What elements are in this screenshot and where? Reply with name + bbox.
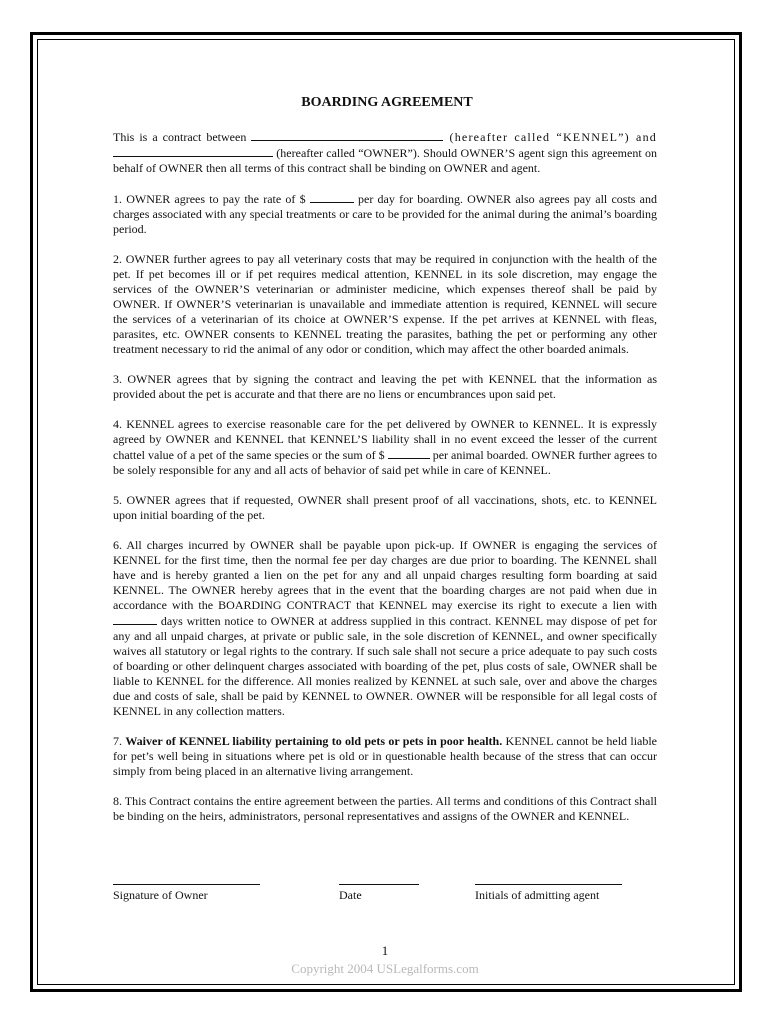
document-body [113,94,657,839]
paragraph-4-text-a: 4. KENNEL agrees to exercise reasonable care for the pet delivered by OWNER to KENNEL. It is expressly agreed by OWNER and KENNEL that KENNEL’S liability shall in no event exceed the lesser of the current chattel value of a pet of the same species or the sum of $ [113,417,657,462]
owner-signature-block[interactable] [113,884,260,902]
intro-text-2: (hereafter called “KENNEL”) and [443,130,657,144]
paragraph-6-text-a: 6. All charges incurred by OWNER shall be payable upon pick-up. If OWNER is engaging the services of KENNEL for the first time, then the normal fee per day charges are due prior to boarding. The KENNEL shall have and is hereby granted a lien on the pet for any and all unpaid charges resulting form boarding at said KENNEL. The OWNER hereby agrees that in the event that the boarding charges are not paid when due in accordance with the BOARDING CONTRACT that KENNEL may exercise its right to execute a lien with [113,538,657,612]
paragraph-7 [113,734,657,779]
kennel-name-blank[interactable] [251,129,443,141]
date-line[interactable] [339,884,419,885]
document-title: BOARDING AGREEMENT [301,95,473,110]
paragraph-6 [113,538,657,719]
notice-days-blank[interactable] [113,613,157,625]
agent-initials-block[interactable] [475,884,622,902]
intro-text-3: (hereafter called “OWNER”). Should OWNER’S agent sign this agreement on behalf of OWNER then all terms of this contract shall be binding on OWNER and agent. [113,146,657,175]
intro-paragraph [113,129,657,176]
owner-name-blank[interactable] [113,145,273,157]
paragraph-7-heading: Waiver of KENNEL liability pertaining to old pets or pets in poor health. [125,734,503,748]
copyright-notice: Copyright 2004 USLegalforms.com [291,961,479,976]
date-label: Date [339,888,362,902]
daily-rate-blank[interactable] [310,191,354,203]
agent-initials-line[interactable] [475,884,622,885]
paragraph-1-text-b: per day for boarding. OWNER also agrees pay all costs and charges associated with any special treatments or care to be provided for the animal during the animal’s boarding period. [113,192,657,236]
intro-text-1: This is a contract between [113,130,252,144]
paragraph-1 [113,191,657,237]
owner-signature-line[interactable] [113,884,260,885]
paragraph-8: 8. This Contract contains the entire agreement between the parties. All terms and conditions of this Contract shall be binding on the heirs, administrators, personal representatives and assigns of the OWNER and KENNEL. [113,794,657,823]
paragraph-4-text-b: per animal boarded. OWNER further agrees to be solely responsible for any and all acts of behavior of said pet while in care of KENNEL. [113,448,657,477]
paragraph-5: 5. OWNER agrees that if requested, OWNER shall present proof of all vaccinations, shots, etc. to KENNEL upon initial boarding of the pet. [113,493,657,522]
owner-signature-label: Signature of Owner [113,888,208,902]
liability-sum-blank[interactable] [388,447,430,459]
paragraph-6-text-b: days written notice to OWNER at address supplied in this contract. KENNEL may dispose of pet for any and all unpaid charges, at private or public sale, in the sole discretion of KENNEL, and owner specifically waives all statutory or legal rights to the contrary. If such sale shall not secure a price adequate to pay such costs of boarding or other delinquent charges associated with boarding of the pet, plus costs of sale, OWNER shall be liable to KENNEL for the difference. All monies realized by KENNEL at such sale, over and above the charges due and costs of sale, shall be paid by KENNEL to OWNER. OWNER will be responsible for all legal costs of KENNEL in any collection matters. [113,614,657,718]
paragraph-7-number: 7. [113,734,126,748]
paragraph-4 [113,417,657,478]
paragraph-2: 2. OWNER further agrees to pay all veterinary costs that may be required in conjunction with the health of the pet. If pet becomes ill or if pet requires medical attention, KENNEL in its sole discretion, may engage the services of the OWNER’S veterinarian or administer medicine, which expenses thereof shall be paid by OWNER. If OWNER’S veterinarian is unavailable and immediate attention is required, KENNEL will secure the services of a veterinarian of its choice at OWNER’S expense. If the pet arrives at KENNEL with fleas, parasites, etc. OWNER consents to KENNEL treating the parasites, bathing the pet or performing any other treatment necessary to rid the animal of any odor or condition, which may affect the other boarded animals. [113,252,657,356]
agent-initials-label: Initials of admitting agent [475,888,600,902]
paragraph-1-text-a: 1. OWNER agrees to pay the rate of $ [113,192,310,206]
page-number: 1 [381,943,389,958]
date-block[interactable] [339,884,419,902]
paragraph-3: 3. OWNER agrees that by signing the contract and leaving the pet with KENNEL that the information as provided about the pet is accurate and that there are no liens or encumbrances upon said pet. [113,372,657,401]
paragraph-7-text: KENNEL cannot be held liable for pet’s well being in situations where pet is old or in questionable health because of the stress that can occur simply from being placed in an alternative living arrangement. [113,734,658,778]
signature-row [113,884,657,914]
